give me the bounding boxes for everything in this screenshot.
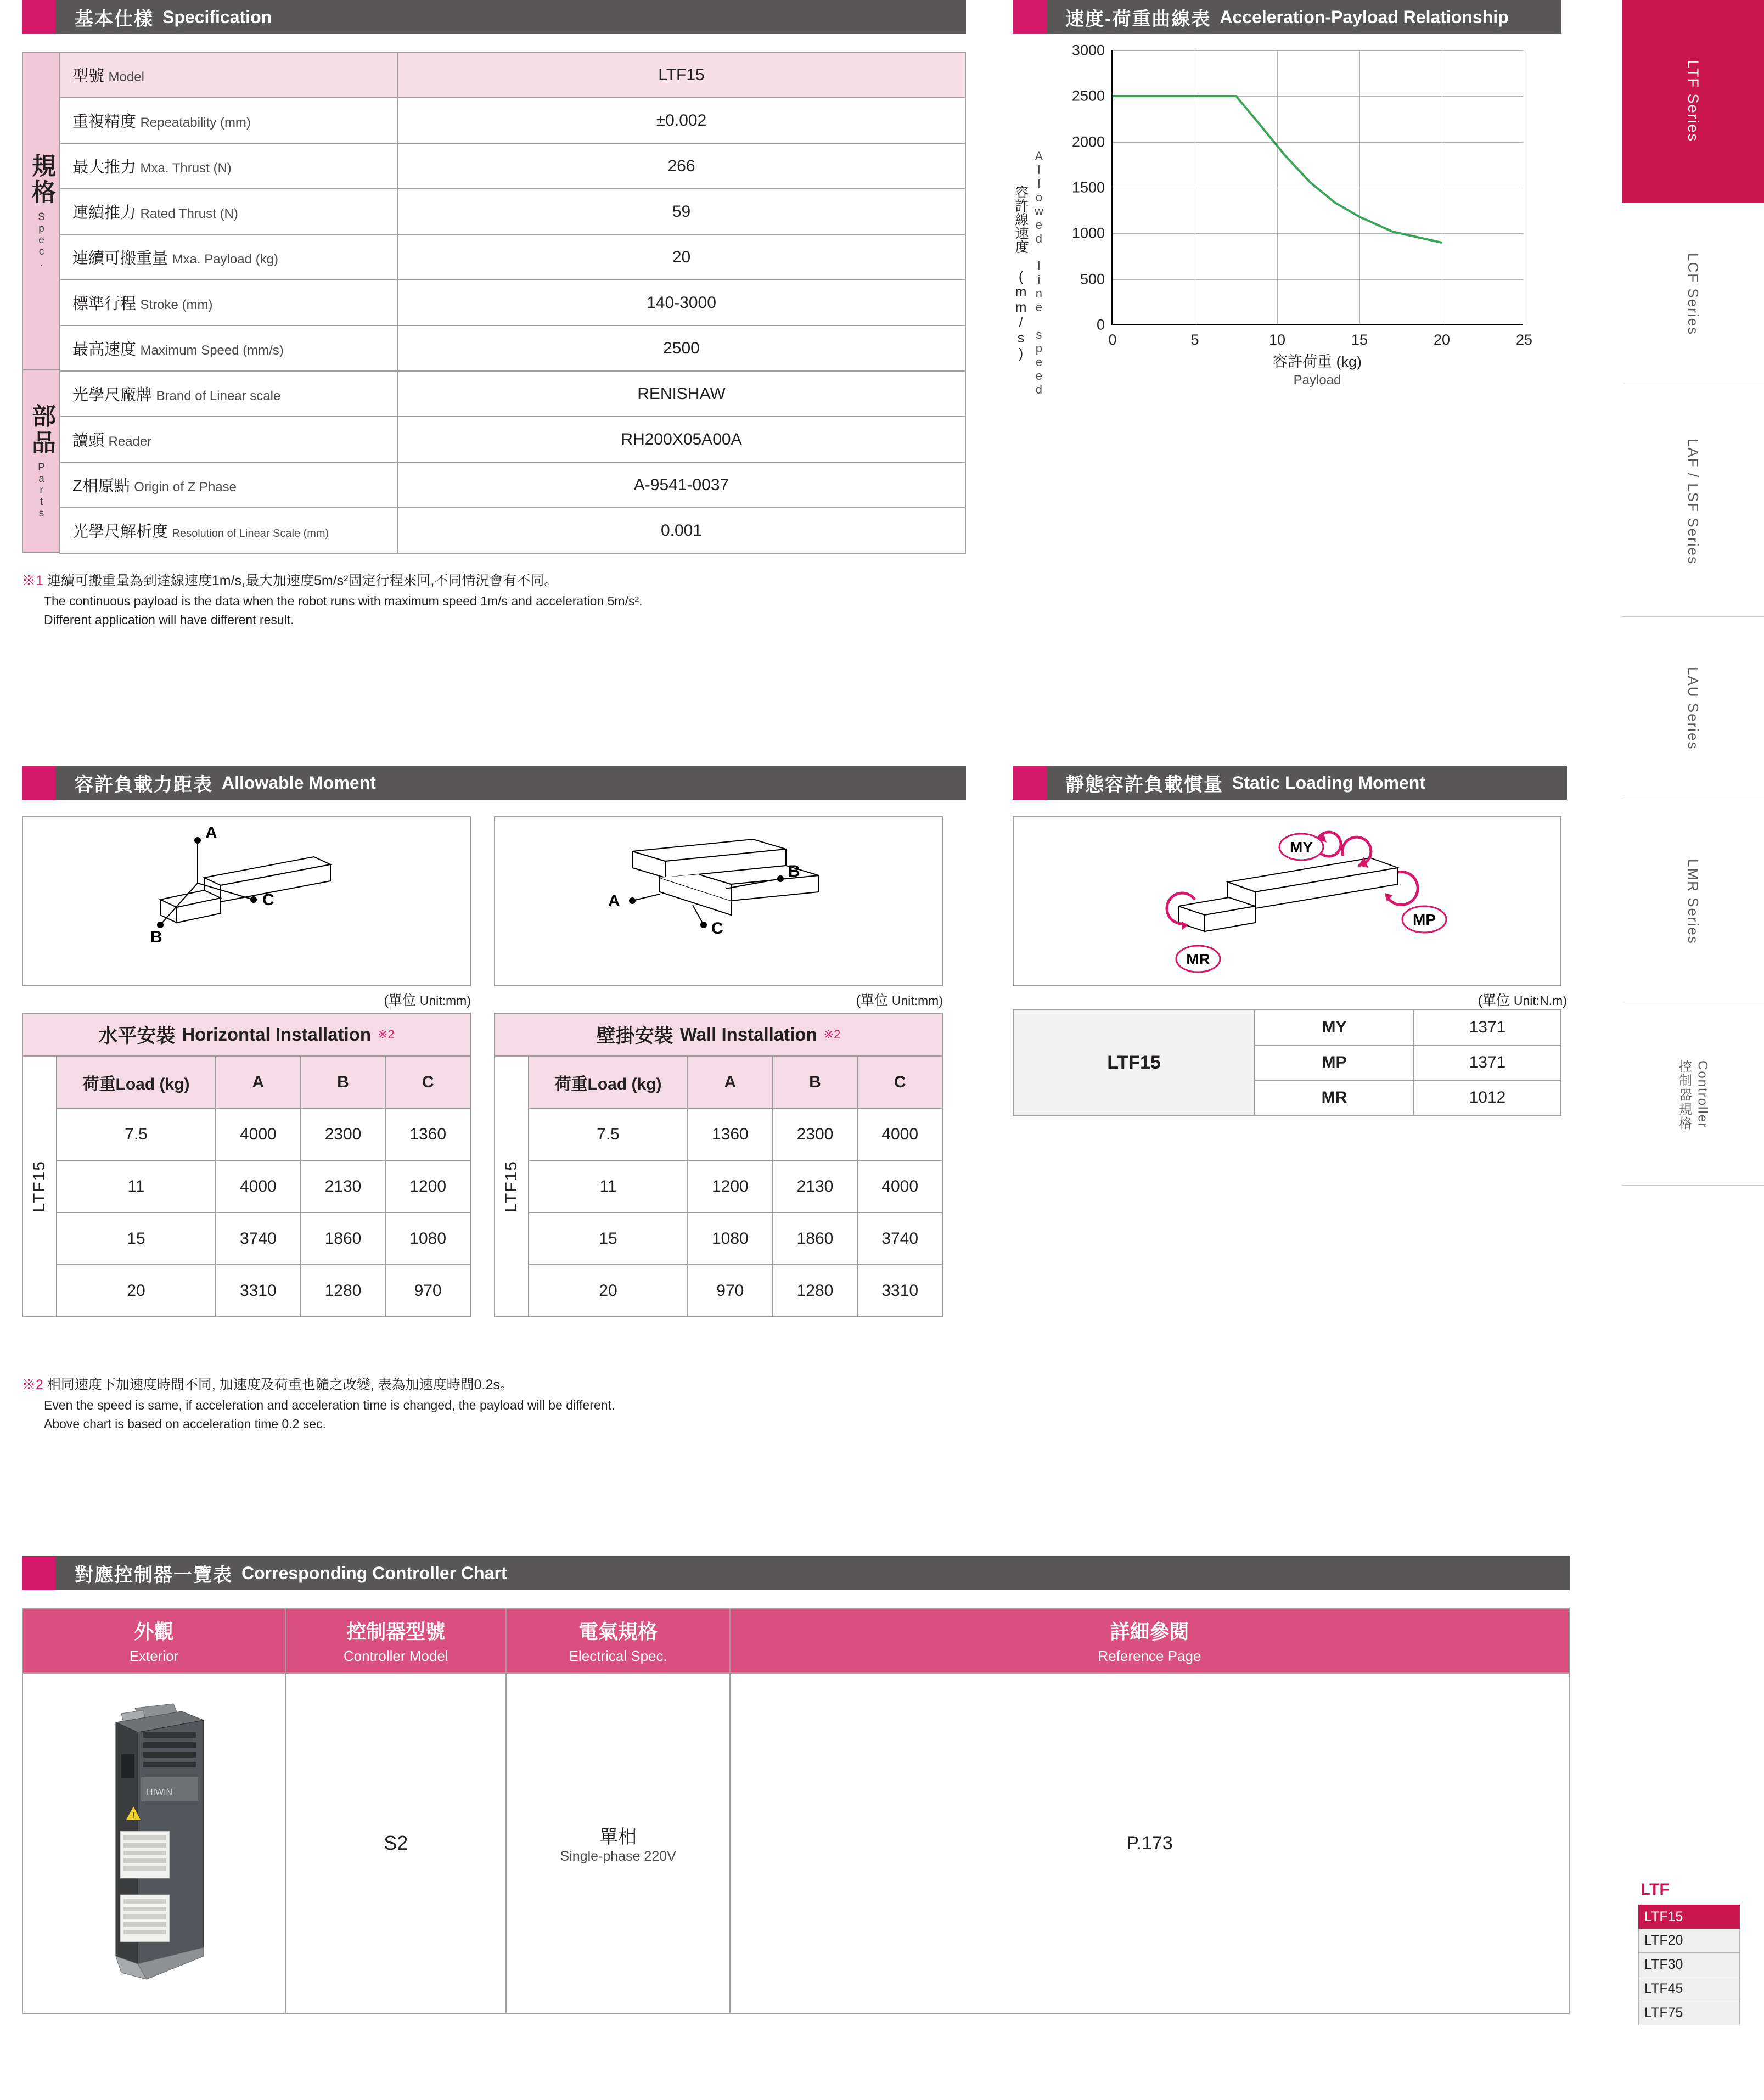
spec-group-label-parts bbox=[22, 370, 59, 553]
cell-c: 1360 bbox=[385, 1108, 470, 1160]
chart-y-tick: 3000 bbox=[1071, 42, 1105, 59]
spec-row-label-cn: 光學尺解析度 bbox=[72, 523, 168, 541]
column-header-exterior-cn: 外觀 bbox=[134, 1620, 174, 1643]
static-loading-title-en: Static Loading Moment bbox=[1232, 772, 1425, 793]
wall-installation-table bbox=[528, 1055, 943, 1317]
model-item-label: LTF15 bbox=[1644, 1908, 1683, 1924]
svg-text:A: A bbox=[205, 824, 217, 842]
table-row bbox=[57, 1265, 470, 1317]
cell-b: 2130 bbox=[301, 1160, 386, 1212]
model-item-label: LTF20 bbox=[1644, 1933, 1683, 1948]
table-row bbox=[529, 1265, 942, 1317]
spec-row-label-cn: 連續推力 bbox=[72, 204, 137, 222]
table-row bbox=[57, 1108, 470, 1160]
horizontal-unit-note bbox=[22, 990, 471, 1009]
static-loading-title-cn: 靜態容許負載慣量 bbox=[1065, 774, 1223, 795]
chart-x-axis-label-en: Payload bbox=[1293, 373, 1341, 388]
wall-installation-table-wrap bbox=[494, 1013, 943, 1317]
chart-y-tick: 1500 bbox=[1071, 179, 1105, 196]
static-unit-note bbox=[1013, 990, 1567, 1009]
header-swatch bbox=[22, 766, 56, 800]
static-key-mp: MP bbox=[1255, 1045, 1414, 1080]
moment-diagram-row bbox=[22, 816, 966, 986]
svg-text:MY: MY bbox=[1290, 839, 1313, 856]
horizontal-side-label bbox=[22, 1055, 56, 1317]
column-header-electrical-cn: 電氣規格 bbox=[578, 1620, 658, 1643]
allowable-moment-section bbox=[22, 766, 966, 1317]
table-row bbox=[60, 189, 965, 234]
cell-c: 1080 bbox=[385, 1212, 470, 1265]
spec-row-label-cn: 讀頭 bbox=[72, 432, 105, 450]
header-swatch bbox=[22, 1556, 56, 1590]
table-row bbox=[60, 143, 965, 189]
column-header-exterior-en: Exterior bbox=[129, 1648, 179, 1664]
sidebar-item-label: 控制器規格 bbox=[1676, 1059, 1692, 1131]
allowable-moment-title-cn: 容許負載力距表 bbox=[75, 774, 213, 795]
wall-title-ref: ※2 bbox=[823, 1027, 841, 1041]
cell-a: 4000 bbox=[216, 1108, 301, 1160]
spec-row-label-en: Reader bbox=[108, 434, 152, 449]
chart-x-axis-label bbox=[1111, 352, 1523, 389]
chart-x-axis-label-cn: 容許荷重 (kg) bbox=[1273, 353, 1362, 370]
table-header-row bbox=[529, 1056, 942, 1108]
acceleration-payload-chart bbox=[1013, 42, 1561, 440]
acceleration-header bbox=[1013, 0, 1561, 34]
spec-row-label-cn: 最大推力 bbox=[72, 159, 137, 176]
spec-row-label-en: Rated Thrust (N) bbox=[140, 206, 238, 221]
spec-row-label-cn: 標準行程 bbox=[72, 295, 137, 313]
table-row bbox=[529, 1212, 942, 1265]
sidebar-item-lcf-series[interactable] bbox=[1622, 204, 1764, 385]
note-2-en-line1: Even the speed is same, if acceleration and acceleration time is changed, the payload will be different. bbox=[44, 1397, 615, 1412]
column-header-b: B bbox=[773, 1056, 858, 1108]
spec-row-label-cn: Z相原點 bbox=[72, 478, 130, 495]
sidebar-item-label: LTF Series bbox=[1685, 60, 1701, 143]
wall-title-en: Wall Installation bbox=[679, 1024, 817, 1045]
header-bar bbox=[1047, 0, 1561, 34]
cell-c: 1200 bbox=[385, 1160, 470, 1212]
cell-c: 4000 bbox=[857, 1160, 942, 1212]
spec-row-label-en: Maximum Speed (mm/s) bbox=[140, 343, 284, 358]
table-row bbox=[60, 280, 965, 325]
spec-row-label-cn: 光學尺廠牌 bbox=[72, 386, 153, 404]
note-1-cn: 連續可搬重量為到達線速度1m/s,最大加速度5m/s²固定行程來回,不同情況會有不同。 bbox=[47, 573, 558, 588]
cell-b: 1860 bbox=[301, 1212, 386, 1265]
static-loading-header bbox=[1013, 766, 1567, 800]
spec-row-value: RENISHAW bbox=[397, 371, 965, 417]
note-1 bbox=[22, 571, 955, 630]
table-row bbox=[60, 417, 965, 462]
controller-electrical-value bbox=[506, 1673, 730, 2013]
table-row bbox=[57, 1160, 470, 1212]
sidebar-item-lau-series[interactable] bbox=[1622, 618, 1764, 799]
specification-section bbox=[22, 0, 966, 554]
svg-text:B: B bbox=[150, 928, 162, 946]
cell-b: 2300 bbox=[773, 1108, 858, 1160]
spec-row-value: 266 bbox=[397, 143, 965, 189]
chart-x-tick: 0 bbox=[1108, 332, 1117, 348]
column-header-load: 荷重Load (kg) bbox=[57, 1056, 216, 1108]
cell-a: 1200 bbox=[688, 1160, 773, 1212]
unit-en: Unit:N.m) bbox=[1513, 993, 1567, 1008]
cell-a: 970 bbox=[688, 1265, 773, 1317]
cell-load: 11 bbox=[57, 1160, 216, 1212]
wall-side-label bbox=[494, 1055, 528, 1317]
sidebar-item-controller[interactable] bbox=[1622, 1004, 1764, 1186]
spec-row-value: 140-3000 bbox=[397, 280, 965, 325]
chart-y-tick: 2000 bbox=[1071, 133, 1105, 150]
column-header-electrical-en: Electrical Spec. bbox=[569, 1648, 667, 1664]
spec-row-label-en: Stroke (mm) bbox=[140, 297, 213, 312]
static-key-my: MY bbox=[1255, 1010, 1414, 1045]
table-row bbox=[60, 52, 965, 98]
allowable-moment-title-en: Allowable Moment bbox=[222, 772, 376, 793]
spec-group-label-parts-en: Parts bbox=[36, 461, 47, 519]
spec-row-label-en: Mxa. Payload (kg) bbox=[172, 252, 278, 267]
sidebar-item-label: LMR Series bbox=[1685, 858, 1701, 945]
header-swatch bbox=[1013, 766, 1047, 800]
note-2-mark: ※2 bbox=[22, 1377, 43, 1392]
cell-load: 11 bbox=[529, 1160, 688, 1212]
wall-unit-note bbox=[494, 990, 943, 1009]
spec-row-label-cn: 重複精度 bbox=[72, 113, 137, 131]
cell-load: 20 bbox=[529, 1265, 688, 1317]
controller-chart-title-en: Corresponding Controller Chart bbox=[241, 1563, 507, 1583]
unit-cn: (單位 bbox=[856, 993, 888, 1008]
controller-model-value: S2 bbox=[285, 1673, 506, 2013]
wall-installation-diagram bbox=[494, 816, 943, 986]
spec-row-label-en: Model bbox=[108, 70, 144, 85]
controller-chart-table bbox=[22, 1608, 1570, 2014]
horizontal-title-en: Horizontal Installation bbox=[182, 1024, 372, 1045]
unit-cn: (單位 bbox=[384, 993, 416, 1008]
wall-title-cn: 壁掛安裝 bbox=[596, 1025, 673, 1047]
specification-title-en: Specification bbox=[162, 7, 272, 27]
chart-x-tick: 25 bbox=[1515, 332, 1533, 348]
installation-tables bbox=[22, 1013, 966, 1317]
horizontal-installation-diagram bbox=[22, 816, 471, 986]
spec-group-label-spec-cn: 規格 bbox=[28, 153, 55, 206]
static-value-my: 1371 bbox=[1414, 1010, 1561, 1045]
controller-electrical-cn: 單相 bbox=[599, 1827, 637, 1848]
table-row bbox=[60, 234, 965, 280]
static-value-mr: 1012 bbox=[1414, 1080, 1561, 1115]
model-item-ltf75[interactable] bbox=[1638, 2001, 1740, 2025]
cell-b: 2300 bbox=[301, 1108, 386, 1160]
header-swatch bbox=[22, 0, 56, 34]
static-loading-table bbox=[1013, 1009, 1561, 1116]
cell-load: 7.5 bbox=[529, 1108, 688, 1160]
table-header-row bbox=[23, 1608, 1569, 1673]
cell-a: 3310 bbox=[216, 1265, 301, 1317]
cell-b: 2130 bbox=[773, 1160, 858, 1212]
controller-reference-page: P.173 bbox=[730, 1673, 1569, 2013]
model-item-ltf30[interactable] bbox=[1638, 1953, 1740, 1977]
spec-row-value: ±0.002 bbox=[397, 98, 965, 143]
spec-group-label-spec-en: Spec. bbox=[36, 211, 47, 269]
spec-group-label-parts-cn: 部品 bbox=[28, 403, 55, 456]
column-header-electrical bbox=[506, 1608, 730, 1673]
horizontal-side-label-text: LTF15 bbox=[30, 1160, 48, 1212]
static-model: LTF15 bbox=[1013, 1010, 1255, 1115]
sidebar-item-label: LCF Series bbox=[1685, 253, 1701, 336]
unit-en: Unit:mm) bbox=[419, 993, 471, 1008]
column-header-reference bbox=[730, 1608, 1569, 1673]
spec-row-label-en: Mxa. Thrust (N) bbox=[140, 161, 232, 176]
header-bar bbox=[56, 1556, 1570, 1590]
static-value-mp: 1371 bbox=[1414, 1045, 1561, 1080]
table-row bbox=[529, 1108, 942, 1160]
table-row bbox=[60, 371, 965, 417]
model-item-label: LTF45 bbox=[1644, 1981, 1683, 1996]
chart-y-tick: 2500 bbox=[1071, 87, 1105, 104]
note-1-en-line2: Different application will have different result. bbox=[44, 613, 294, 627]
spec-row-value: 59 bbox=[397, 189, 965, 234]
spec-group-label-spec bbox=[22, 52, 59, 370]
cell-load: 15 bbox=[57, 1212, 216, 1265]
column-header-model-cn: 控制器型號 bbox=[346, 1620, 446, 1643]
spec-row-value: 0.001 bbox=[397, 508, 965, 553]
spec-row-label-en: Brand of Linear scale bbox=[156, 389, 281, 403]
chart-series-ltf15 bbox=[1113, 50, 1524, 325]
column-header-load: 荷重Load (kg) bbox=[529, 1056, 688, 1108]
spec-row-value: RH200X05A00A bbox=[397, 417, 965, 462]
chart-y-axis-label-en: Allowed line speed bbox=[1032, 149, 1046, 396]
series-tab-rail bbox=[1622, 0, 1764, 2100]
controller-chart-section bbox=[22, 1556, 1570, 2014]
note-2-en-line2: Above chart is based on acceleration time 0.2 sec. bbox=[44, 1417, 326, 1431]
header-bar bbox=[56, 766, 966, 800]
unit-cn: (單位 bbox=[1478, 993, 1510, 1008]
column-header-model-en: Controller Model bbox=[343, 1648, 448, 1664]
column-header-c: C bbox=[857, 1056, 942, 1108]
note-1-mark: ※1 bbox=[22, 573, 43, 588]
model-item-ltf15[interactable] bbox=[1638, 1905, 1740, 1929]
cell-c: 3310 bbox=[857, 1265, 942, 1317]
svg-text:C: C bbox=[711, 919, 723, 937]
cell-c: 4000 bbox=[857, 1108, 942, 1160]
model-item-ltf45[interactable] bbox=[1638, 1977, 1740, 2001]
cell-load: 20 bbox=[57, 1265, 216, 1317]
acceleration-payload-section bbox=[1013, 0, 1561, 440]
column-header-a: A bbox=[216, 1056, 301, 1108]
table-header-row bbox=[57, 1056, 470, 1108]
horizontal-title-cn: 水平安裝 bbox=[98, 1025, 176, 1047]
horizontal-installation-table bbox=[56, 1055, 471, 1317]
spec-row-label-en: Resolution of Linear Scale (mm) bbox=[172, 527, 329, 540]
spec-row-value: LTF15 bbox=[397, 52, 965, 98]
chart-y-tick: 500 bbox=[1080, 271, 1105, 288]
chart-plot-area bbox=[1071, 42, 1533, 348]
header-bar bbox=[56, 0, 966, 34]
spec-row-label-cn: 型號 bbox=[72, 68, 105, 85]
cell-c: 3740 bbox=[857, 1212, 942, 1265]
cell-b: 1280 bbox=[773, 1265, 858, 1317]
model-item-label: LTF30 bbox=[1644, 1957, 1683, 1972]
table-row bbox=[529, 1160, 942, 1212]
model-item-label: LTF75 bbox=[1644, 2005, 1683, 2020]
chart-x-tick: 20 bbox=[1433, 332, 1451, 348]
table-row bbox=[23, 1673, 1569, 2013]
sidebar-item-laf-lsf-series[interactable] bbox=[1622, 386, 1764, 617]
cell-a: 1360 bbox=[688, 1108, 773, 1160]
table-row bbox=[57, 1212, 470, 1265]
chart-x-tick: 15 bbox=[1351, 332, 1368, 348]
sidebar-item-label: LAF / LSF Series bbox=[1685, 438, 1701, 565]
spec-row-label-en: Origin of Z Phase bbox=[134, 480, 237, 495]
svg-text:HIWIN: HIWIN bbox=[146, 1788, 172, 1797]
column-header-model bbox=[285, 1608, 506, 1673]
controller-electrical-en: Single-phase 220V bbox=[560, 1849, 676, 1864]
model-selector-list bbox=[1638, 1877, 1740, 2025]
note-1-en-line1: The continuous payload is the data when the robot runs with maximum speed 1m/s and acceleration 5m/s². bbox=[44, 593, 643, 608]
cell-b: 1860 bbox=[773, 1212, 858, 1265]
controller-exterior-image bbox=[23, 1673, 285, 2013]
specification-table-wrap bbox=[22, 52, 966, 554]
svg-text:C: C bbox=[262, 891, 274, 909]
chart-x-tick: 5 bbox=[1190, 332, 1199, 348]
svg-text:B: B bbox=[788, 862, 800, 880]
table-row bbox=[1013, 1010, 1561, 1045]
wall-installation-title bbox=[494, 1013, 943, 1055]
specification-header bbox=[22, 0, 966, 34]
controller-chart-title-cn: 對應控制器一覽表 bbox=[75, 1564, 233, 1586]
horizontal-installation-table-wrap bbox=[22, 1013, 471, 1317]
specification-title-cn: 基本仕樣 bbox=[75, 8, 154, 30]
note-2-cn: 相同速度下加速度時間不同, 加速度及荷重也隨之改變, 表為加速度時間0.2s。 bbox=[47, 1377, 514, 1392]
horizontal-installation-title bbox=[22, 1013, 471, 1055]
sidebar-item-sublabel: Controller bbox=[1695, 1060, 1710, 1129]
specification-table bbox=[59, 52, 966, 554]
sidebar-item-label: LAU Series bbox=[1685, 666, 1701, 750]
cell-load: 7.5 bbox=[57, 1108, 216, 1160]
table-row bbox=[60, 98, 965, 143]
chart-x-tick: 10 bbox=[1268, 332, 1286, 348]
allowable-moment-header bbox=[22, 766, 966, 800]
spec-row-label-cn: 連續可搬重量 bbox=[72, 250, 168, 267]
controller-chart-header bbox=[22, 1556, 1570, 1590]
column-header-a: A bbox=[688, 1056, 773, 1108]
column-header-exterior bbox=[23, 1608, 285, 1673]
cell-a: 4000 bbox=[216, 1160, 301, 1212]
spec-row-label-en: Repeatability (mm) bbox=[140, 115, 251, 130]
svg-text:A: A bbox=[608, 892, 620, 910]
chart-y-axis-label-cn: 容許線速度 (mm/s) bbox=[1013, 184, 1029, 361]
column-header-b: B bbox=[301, 1056, 386, 1108]
cell-a: 3740 bbox=[216, 1212, 301, 1265]
static-loading-moment-section bbox=[1013, 766, 1567, 1116]
chart-y-axis-label bbox=[1013, 149, 1051, 396]
note-2 bbox=[22, 1375, 982, 1434]
chart-y-tick: 0 bbox=[1096, 316, 1105, 333]
model-selector-heading: LTF bbox=[1641, 1880, 1670, 1899]
header-bar bbox=[1047, 766, 1567, 800]
cell-a: 1080 bbox=[688, 1212, 773, 1265]
acceleration-title-cn: 速度-荷重曲線表 bbox=[1065, 8, 1211, 30]
cell-load: 15 bbox=[529, 1212, 688, 1265]
spec-row-label-cn: 最高速度 bbox=[72, 341, 137, 358]
table-row bbox=[60, 462, 965, 508]
static-key-mr: MR bbox=[1255, 1080, 1414, 1115]
model-item-ltf20[interactable] bbox=[1638, 1929, 1740, 1953]
horizontal-title-ref: ※2 bbox=[378, 1027, 395, 1041]
svg-text:MR: MR bbox=[1186, 951, 1210, 968]
sidebar-item-ltf-series[interactable] bbox=[1622, 0, 1764, 203]
chart-y-tick: 1000 bbox=[1071, 224, 1105, 242]
spec-row-value: 20 bbox=[397, 234, 965, 280]
table-row bbox=[60, 508, 965, 553]
header-swatch bbox=[1013, 0, 1047, 34]
cell-b: 1280 bbox=[301, 1265, 386, 1317]
svg-text:!: ! bbox=[132, 1811, 134, 1821]
table-row bbox=[60, 325, 965, 371]
unit-en: Unit:mm) bbox=[891, 993, 943, 1008]
static-loading-diagram bbox=[1013, 816, 1561, 986]
svg-text:MP: MP bbox=[1413, 911, 1436, 928]
column-header-reference-en: Reference Page bbox=[1098, 1648, 1201, 1664]
sidebar-item-lmr-series[interactable] bbox=[1622, 800, 1764, 1003]
spec-row-value: 2500 bbox=[397, 325, 965, 371]
wall-side-label-text: LTF15 bbox=[502, 1160, 520, 1212]
column-header-reference-cn: 詳細參閱 bbox=[1110, 1620, 1189, 1643]
acceleration-title-en: Acceleration-Payload Relationship bbox=[1220, 7, 1509, 27]
cell-c: 970 bbox=[385, 1265, 470, 1317]
column-header-c: C bbox=[385, 1056, 470, 1108]
spec-row-value: A-9541-0037 bbox=[397, 462, 965, 508]
